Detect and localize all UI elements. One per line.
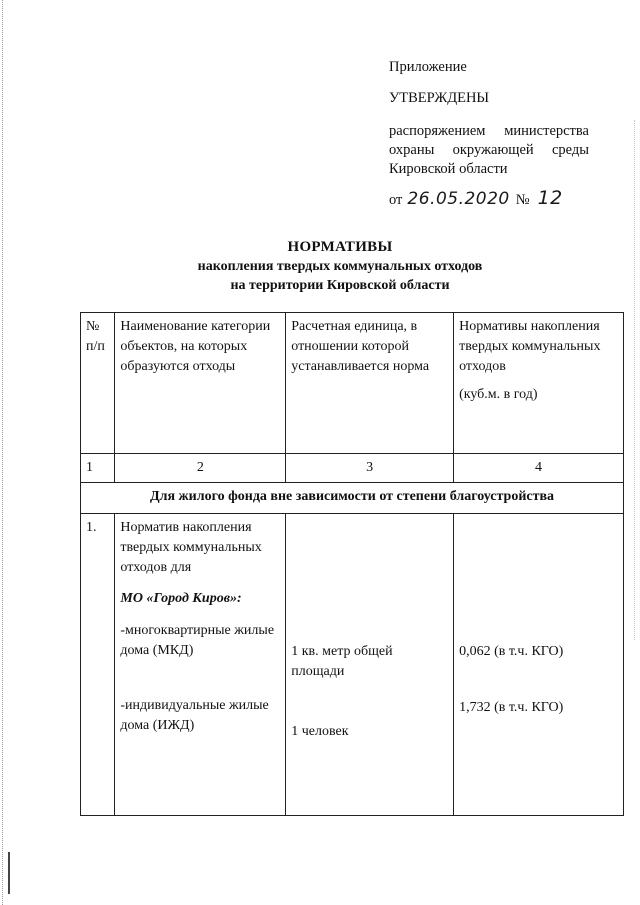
column-number-4: 4: [454, 454, 624, 483]
column-number-2: 2: [115, 454, 286, 483]
order-date-number: [389, 189, 589, 210]
section-row: [81, 483, 624, 514]
row-unit: [286, 514, 454, 816]
handwritten-date: 26.05.2020: [407, 189, 510, 209]
scan-right-edge: [634, 120, 636, 640]
row-sub2-unit: 1 человек: [291, 724, 349, 739]
row-norm: [454, 514, 624, 816]
header-norms-text: Нормативы накопления твердых коммунальных отходов: [459, 319, 601, 374]
header-number: № п/п: [81, 313, 115, 454]
column-numbers-row: [81, 454, 624, 483]
row-category-name: Норматив накопления твердых коммунальных отходов для: [120, 520, 262, 575]
header-norms-unit: (куб.м. в год): [459, 387, 538, 402]
column-number-3: 3: [286, 454, 454, 483]
date-prefix: от: [389, 192, 403, 208]
row-sub1-name: -многоквартирные жилые дома (МКД): [120, 623, 275, 658]
header-unit: Расчетная единица, в отношении которой устанавливается норма: [286, 313, 454, 454]
section-title: Для жилого фонда вне зависимости от степени благоустройства: [81, 483, 624, 514]
order-line-1: распоряжением министерства: [389, 123, 589, 139]
number-sign: №: [515, 192, 530, 208]
header-norms: [454, 313, 624, 454]
title-line-2: накопления твердых коммунальных отходов: [197, 259, 483, 274]
row-sub1-norm: 0,062 (в т.ч. КГО): [459, 644, 564, 659]
approved-label: УТВЕРЖДЕНЫ: [389, 90, 490, 106]
handwritten-number: 12: [537, 187, 563, 209]
scan-binding-mark: [8, 852, 10, 894]
title-line-3: на территории Кировской области: [230, 278, 450, 293]
order-line-2: охраны окружающей среды: [389, 142, 589, 158]
row-municipality: МО «Город Киров»:: [120, 591, 242, 606]
row-number: 1.: [81, 514, 115, 816]
table-header-row: [81, 313, 624, 454]
row-sub1-unit: 1 кв. метр общей площади: [291, 644, 393, 679]
scan-left-edge: [2, 0, 4, 905]
approval-block: [389, 58, 589, 210]
header-category: Наименование категории объектов, на которых образуются отходы: [115, 313, 286, 454]
column-number-1: 1: [81, 454, 115, 483]
title-main: НОРМАТИВЫ: [287, 239, 393, 255]
appendix-label: Приложение: [389, 59, 467, 75]
norms-table: [80, 312, 624, 816]
document-title: [60, 238, 620, 295]
row-sub2-norm: 1,732 (в т.ч. КГО): [459, 700, 564, 715]
order-line-3: Кировской области: [389, 161, 508, 177]
table-row: [81, 514, 624, 816]
row-sub2-name: -индивидуальные жилые дома (ИЖД): [120, 698, 269, 733]
row-category: [115, 514, 286, 816]
